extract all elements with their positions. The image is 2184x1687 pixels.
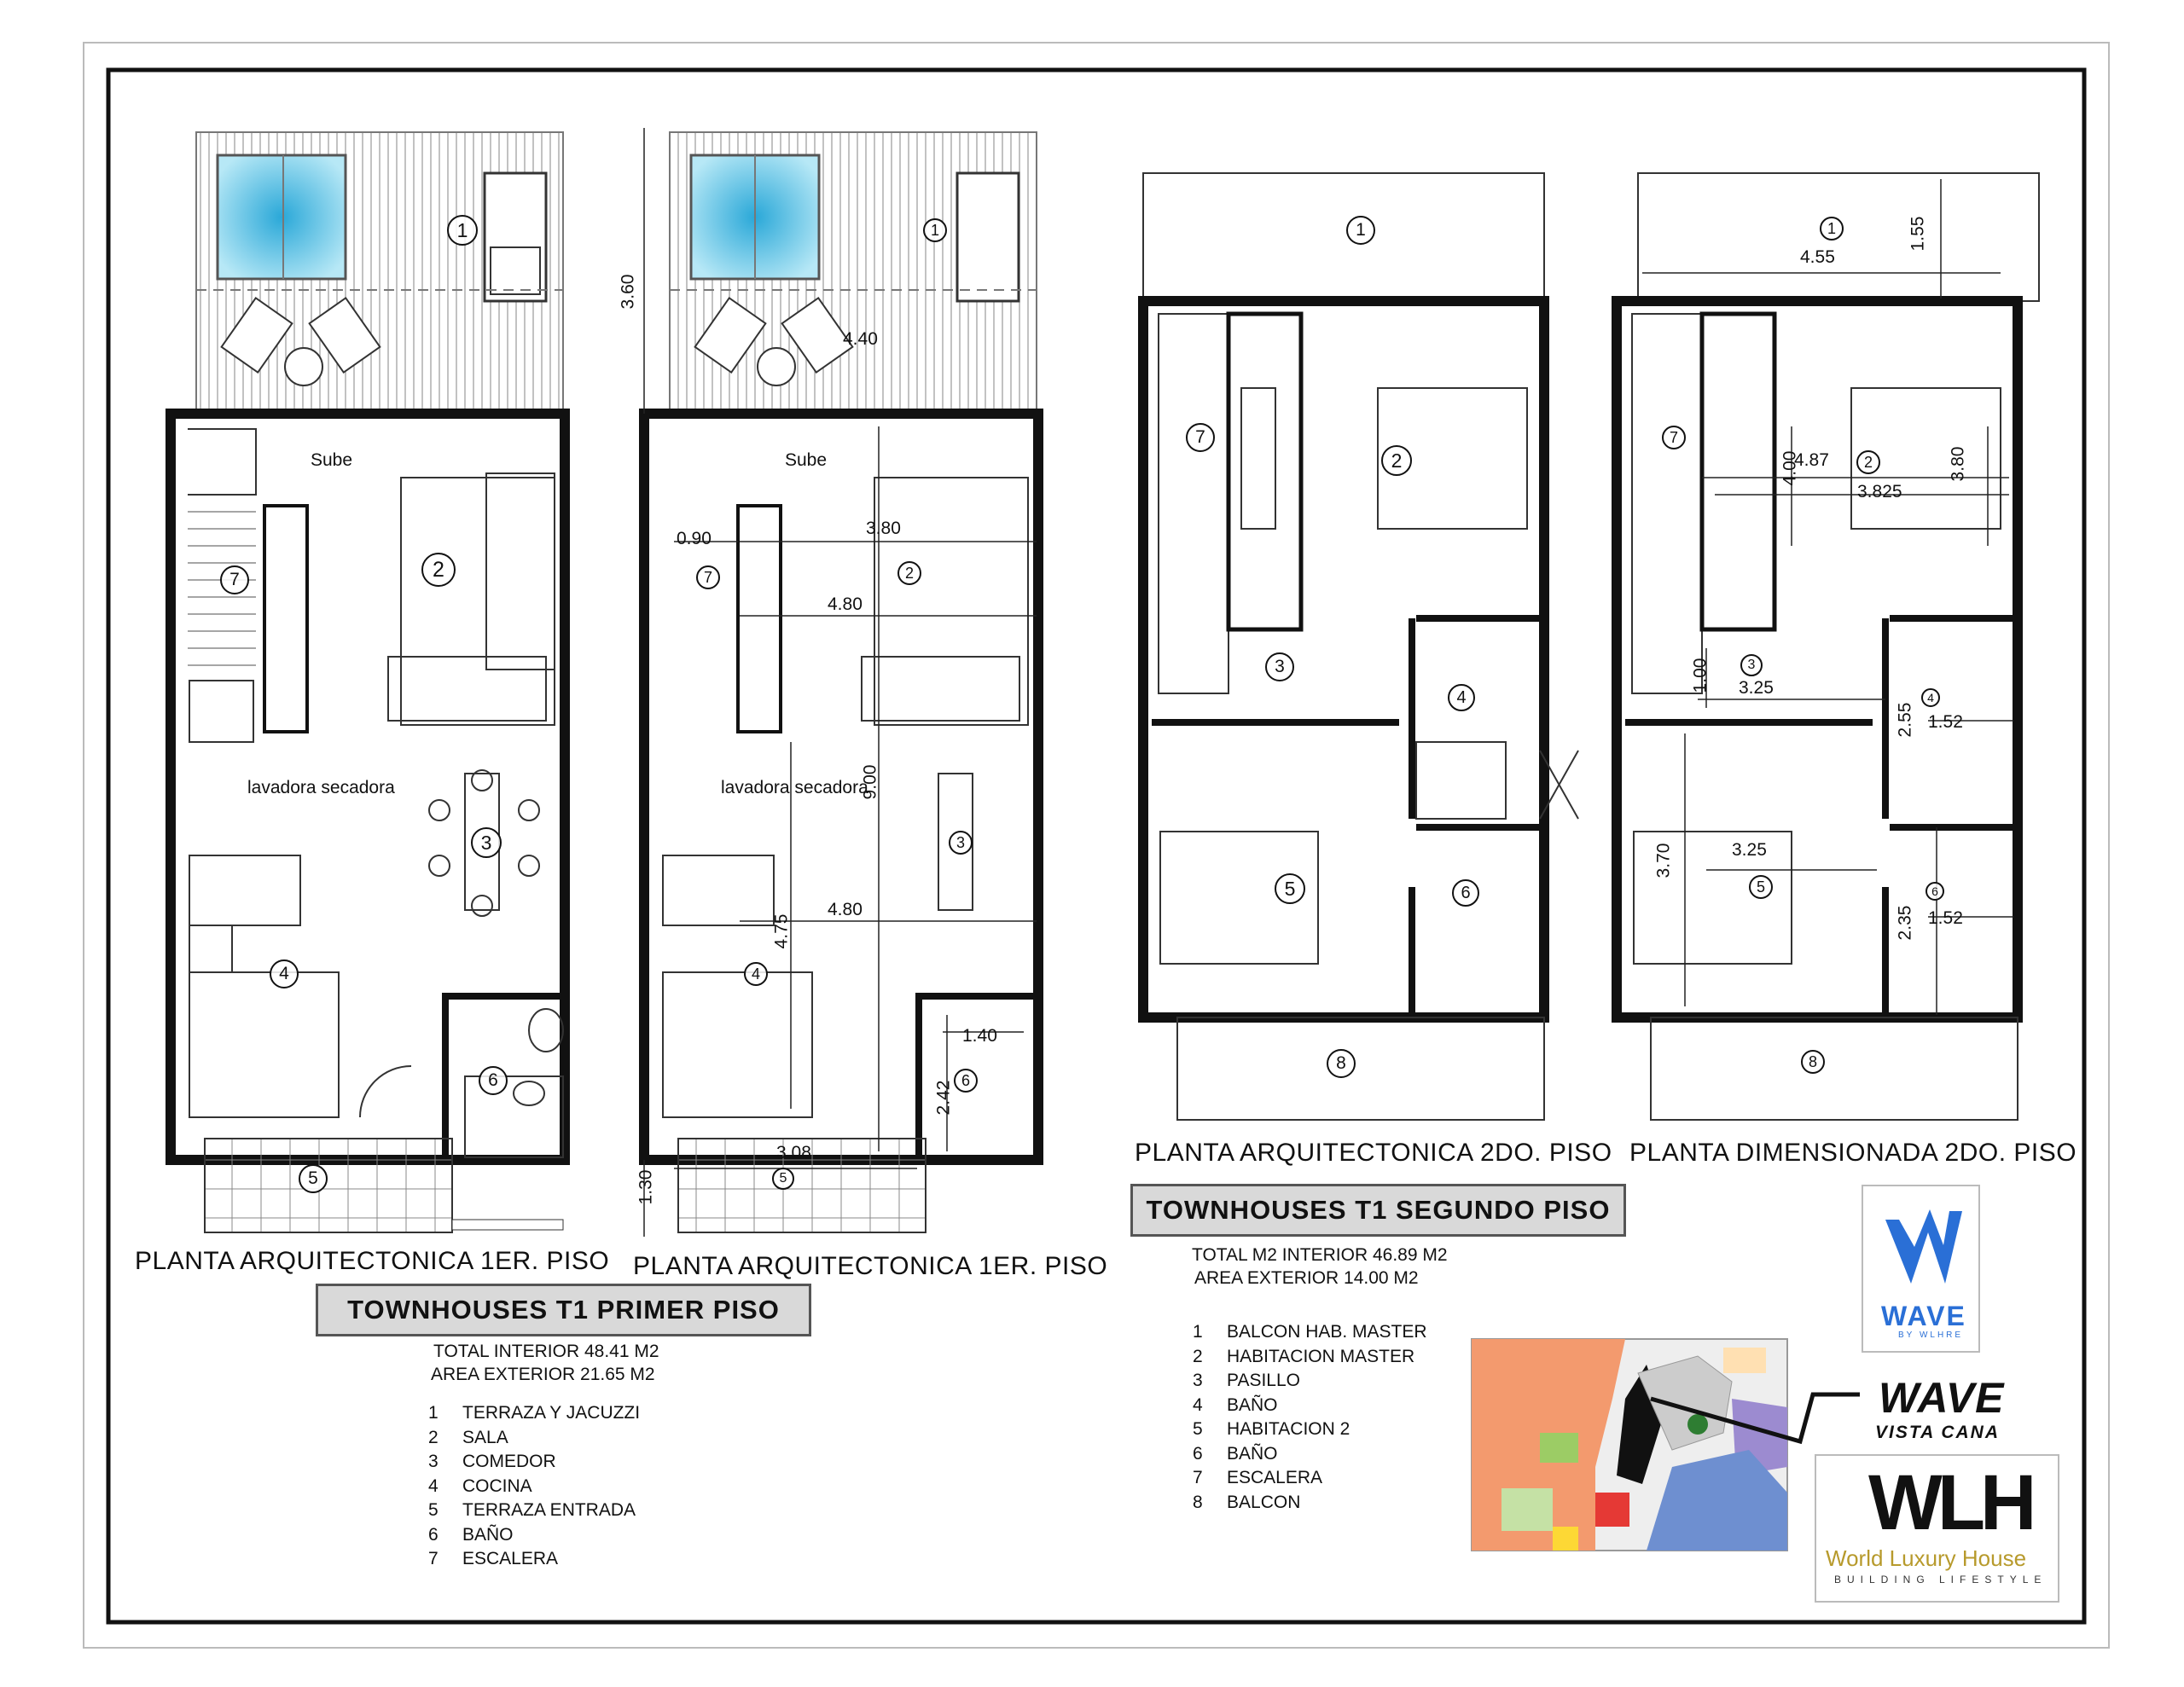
room-number-marker: 2 [1381, 445, 1412, 476]
first-floor-total-interior: TOTAL INTERIOR 48.41 M2 [433, 1342, 659, 1361]
legend-second-item [1193, 1395, 1278, 1416]
legend-first-item [428, 1476, 532, 1497]
legend-second-item [1193, 1322, 1427, 1342]
room-number-marker: 4 [270, 959, 299, 988]
washer-label-a: lavadora secadora [247, 778, 395, 797]
legend-first-label: COMEDOR [462, 1452, 556, 1471]
room-number-marker: 6 [479, 1066, 508, 1095]
legend-second-number: 5 [1193, 1419, 1203, 1439]
dim-2-55: 2.55 [1895, 702, 1915, 738]
room-number-marker: 1 [1820, 217, 1844, 241]
room-number-marker: 3 [1265, 652, 1294, 681]
dim-3-25-b: 3.25 [1732, 840, 1767, 860]
legend-first-number: 2 [428, 1427, 439, 1447]
room-number-marker: 6 [1926, 882, 1944, 901]
legend-second-item [1193, 1468, 1322, 1488]
legend-second-item [1193, 1347, 1414, 1367]
legend-first-item [428, 1428, 508, 1448]
sube-label-b: Sube [785, 450, 828, 470]
legend-first-label: TERRAZA ENTRADA [462, 1500, 636, 1520]
legend-first-number: 5 [428, 1500, 439, 1520]
legend-first-item [428, 1549, 558, 1569]
legend-second-number: 2 [1193, 1346, 1203, 1366]
dim-2-35: 2.35 [1895, 905, 1915, 941]
legend-second-label: PASILLO [1227, 1371, 1300, 1390]
wave-logo-sub: BY WLHRE [1898, 1330, 1964, 1340]
dim-3-08: 3.08 [776, 1143, 811, 1162]
wave-logo-text: WAVE [1881, 1301, 1966, 1331]
dim-3-60: 3.60 [618, 274, 638, 310]
legend-first-item [428, 1525, 514, 1545]
legend-second-label: HABITACION MASTER [1227, 1346, 1415, 1366]
dim-4-87: 4.87 [1794, 450, 1829, 470]
room-number-marker: 3 [1740, 654, 1763, 676]
legend-second-number: 4 [1193, 1394, 1203, 1415]
room-number-marker: 7 [220, 565, 249, 594]
dim-2-42: 2.42 [933, 1080, 954, 1116]
legend-second-label: HABITACION 2 [1227, 1419, 1350, 1439]
dim-1-40: 1.40 [962, 1026, 997, 1046]
legend-second-item [1193, 1493, 1300, 1513]
room-number-marker: 1 [923, 218, 947, 242]
room-number-marker: 5 [1749, 875, 1773, 899]
dim-3-825: 3.825 [1857, 482, 1902, 501]
dim-4-55: 4.55 [1800, 247, 1835, 267]
vista-cana-label: VISTA CANA [1875, 1423, 2000, 1442]
dim-3-80: 3.80 [866, 519, 901, 538]
room-number-marker: 2 [897, 561, 921, 585]
dim-3-80: 3.80 [1948, 446, 1968, 482]
plan-first-floor-b [644, 128, 1038, 1237]
plan-first-floor-a [171, 132, 565, 1232]
room-number-marker: 5 [299, 1164, 328, 1193]
legend-first-number: 6 [428, 1524, 439, 1545]
room-number-marker: 5 [1275, 873, 1305, 904]
dim-4-40: 4.40 [843, 329, 878, 349]
dim-1-52-b: 1.52 [1928, 908, 1963, 928]
room-number-marker: 2 [1856, 450, 1880, 474]
room-number-marker: 1 [1346, 216, 1375, 245]
plan-second-floor-b [1617, 173, 2039, 1120]
dim-3-70: 3.70 [1653, 843, 1674, 878]
room-number-marker: 4 [744, 962, 768, 986]
legend-first-item [428, 1452, 556, 1472]
legend-first-label: ESCALERA [462, 1549, 559, 1568]
room-number-marker: 6 [1452, 879, 1479, 907]
dim-9-00: 9.00 [860, 764, 880, 800]
legend-second-number: 7 [1193, 1468, 1203, 1487]
legend-first-label: SALA [462, 1427, 508, 1447]
room-number-marker: 2 [421, 553, 456, 587]
wave-brand-title: WAVE [1879, 1374, 2005, 1422]
room-number-marker: 3 [949, 831, 973, 855]
legend-second-label: ESCALERA [1227, 1468, 1323, 1487]
first-floor-area-exterior: AREA EXTERIOR 21.65 M2 [431, 1365, 655, 1384]
site-map [1472, 1339, 1787, 1551]
legend-second-number: 1 [1193, 1322, 1203, 1342]
room-number-marker: 8 [1327, 1049, 1356, 1078]
legend-second-number: 3 [1193, 1371, 1203, 1390]
room-number-marker: 6 [954, 1069, 978, 1093]
dim-0-90: 0.90 [677, 529, 712, 548]
legend-second-label: BALCON HAB. MASTER [1227, 1322, 1427, 1342]
legend-second-label: BALCON [1227, 1492, 1301, 1512]
dim-4-80-b: 4.80 [828, 900, 863, 919]
dim-1-00: 1.00 [1690, 658, 1711, 693]
wlh-company-name: World Luxury House [1826, 1545, 2027, 1571]
wlh-tagline: BUILDING LIFESTYLE [1834, 1574, 2048, 1586]
legend-first-label: COCINA [462, 1475, 532, 1496]
room-number-marker: 8 [1801, 1050, 1825, 1074]
room-number-marker: 4 [1448, 684, 1475, 711]
room-number-marker: 1 [447, 215, 478, 246]
title-first-floor: TOWNHOUSES T1 PRIMER PISO [316, 1284, 811, 1336]
dim-1-55: 1.55 [1908, 216, 1928, 252]
title-second-floor: TOWNHOUSES T1 SEGUNDO PISO [1130, 1184, 1626, 1237]
dim-3-25-a: 3.25 [1739, 678, 1774, 698]
dim-4-75: 4.75 [771, 913, 792, 949]
room-number-marker: 3 [471, 827, 502, 858]
room-number-marker: 5 [772, 1168, 794, 1190]
caption-second-floor-b: PLANTA DIMENSIONADA 2DO. PISO [1629, 1139, 2077, 1167]
legend-first-item [428, 1403, 640, 1423]
caption-first-floor-b: PLANTA ARQUITECTONICA 1ER. PISO [633, 1252, 1108, 1280]
legend-first-item [428, 1500, 636, 1521]
legend-first-number: 4 [428, 1475, 439, 1496]
plan-second-floor-a [1143, 173, 1578, 1120]
legend-second-item [1193, 1444, 1278, 1464]
dim-4-00: 4.00 [1780, 450, 1800, 486]
dim-4-80-a: 4.80 [828, 594, 863, 614]
legend-second-label: BAÑO [1227, 1443, 1278, 1464]
legend-second-item [1193, 1419, 1350, 1440]
legend-second-number: 6 [1193, 1443, 1203, 1464]
wlh-logo-mark: WLH [1868, 1459, 2032, 1546]
legend-second-number: 8 [1193, 1492, 1203, 1512]
dim-1-52-a: 1.52 [1928, 712, 1963, 732]
caption-first-floor-a: PLANTA ARQUITECTONICA 1ER. PISO [135, 1247, 610, 1275]
legend-first-number: 1 [428, 1403, 439, 1423]
room-number-marker: 7 [1186, 423, 1215, 452]
second-floor-total-interior: TOTAL M2 INTERIOR 46.89 M2 [1192, 1245, 1448, 1265]
second-floor-area-exterior: AREA EXTERIOR 14.00 M2 [1194, 1268, 1419, 1288]
washer-label-b: lavadora secadora [721, 778, 868, 797]
caption-second-floor-a: PLANTA ARQUITECTONICA 2DO. PISO [1135, 1139, 1612, 1167]
legend-first-number: 7 [428, 1549, 439, 1568]
room-number-marker: 4 [1921, 688, 1940, 707]
legend-first-label: TERRAZA Y JACUZZI [462, 1403, 641, 1423]
legend-second-item [1193, 1371, 1300, 1391]
sube-label-a: Sube [311, 450, 353, 470]
legend-first-number: 3 [428, 1452, 439, 1471]
room-number-marker: 7 [1662, 426, 1686, 449]
legend-second-label: BAÑO [1227, 1394, 1278, 1415]
room-number-marker: 7 [696, 565, 720, 589]
legend-first-label: BAÑO [462, 1524, 514, 1545]
dim-1-30: 1.30 [636, 1169, 656, 1205]
